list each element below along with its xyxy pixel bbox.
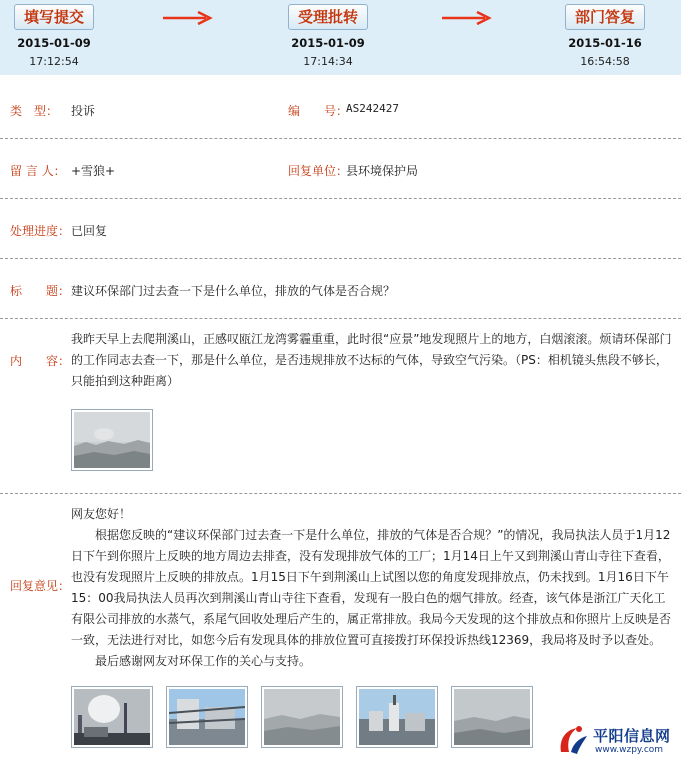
site-name: 平阳信息网 [593, 727, 671, 745]
step-submit-date: 2015-01-09 [17, 36, 91, 50]
step-submit [4, 4, 104, 68]
reply-greeting: 网友您好！ [71, 507, 132, 521]
content-photo[interactable] [71, 409, 153, 471]
step-submit-time: 17:12:54 [29, 55, 79, 68]
unit-value: 县环境保护局 [346, 164, 419, 178]
title-label: 标 题： [10, 284, 71, 298]
unit-label: 回复单位： [288, 164, 349, 178]
reply-photo[interactable] [451, 686, 533, 748]
step-accept-date: 2015-01-09 [291, 36, 365, 50]
author-value: +雪狼+ [71, 164, 116, 178]
reply-photo[interactable] [261, 686, 343, 748]
type-label: 类 型： [10, 104, 59, 118]
title-value: 建议环保部门过去查一下是什么单位，排放的气体是否合规？ [71, 284, 396, 298]
divider [0, 138, 681, 139]
author-label: 留 言 人： [10, 164, 66, 178]
reply-photo[interactable] [356, 686, 438, 748]
content-text: 我昨天早上去爬荆溪山，正感叹瓯江龙湾雾霾重重，此时很“应景”地发现照片上的地方，白烟滚滚。烦请环保部门的工作同志去查一下，那是什么单位，是否违规排放不达标的气体，导致空气污染。（PS：相机镜头焦段不够长，只能拍到这种距离） [71, 332, 672, 388]
reply-body: 根据您反映的“建议环保部门过去查一下是什么单位，排放的气体是否合规？”的情况，我局执法人员于1月12日下午到你照片上反映的地方周边去排查，没有发现排放气体的工厂；1月14日上午又到荆溪山青山寺往下查看，也没有发现照片上反映的排放点。1月15日下午到荆溪山上试图以您的角度发现排放点，仍未找到。1月16日下午15：00我局执法人员再次到荆溪山青山寺往下查看，发现有一股白色的烟气排放。经查，该气体是浙江广天化工有限公司排放的水蒸气，系尾气回收处理后产生的，属正常排放。我局今天发现的这个排放点和你照片上反映是否一致，无法进行对比，如您今后有发现具体的排放位置可直接拨打环保投诉热线12369，我局将及时予以查处。 [71, 528, 672, 647]
status-label: 处理进度： [10, 224, 71, 238]
arrow-right-icon [162, 11, 214, 25]
divider [0, 493, 681, 494]
step-submit-button[interactable]: 填写提交 [14, 4, 94, 30]
step-accept-button[interactable]: 受理批转 [288, 4, 368, 30]
type-value: 投诉 [71, 104, 96, 118]
divider [0, 258, 681, 259]
divider [0, 318, 681, 319]
step-reply-date: 2015-01-16 [568, 36, 642, 50]
step-reply-time: 16:54:58 [580, 55, 630, 68]
content-label: 内 容： [10, 354, 71, 368]
number-value: AS242427 [346, 102, 399, 115]
reply-photo[interactable] [166, 686, 248, 748]
reply-label: 回复意见： [10, 579, 71, 593]
step-reply [555, 4, 655, 68]
number-label: 编 号： [288, 104, 349, 118]
status-value: 已回复 [71, 224, 108, 238]
step-accept [278, 4, 378, 68]
reply-photo[interactable] [71, 686, 153, 748]
reply-closing: 最后感谢网友对环保工作的关心与支持。 [95, 654, 312, 668]
site-url: www.wzpy.com [595, 745, 664, 755]
arrow-right-icon [441, 11, 493, 25]
step-reply-button[interactable]: 部门答复 [565, 4, 645, 30]
site-logo-icon [555, 722, 591, 758]
progress-tracker [0, 0, 681, 75]
divider [0, 198, 681, 199]
step-accept-time: 17:14:34 [303, 55, 353, 68]
reply-text [71, 504, 675, 672]
site-watermark [553, 720, 681, 761]
